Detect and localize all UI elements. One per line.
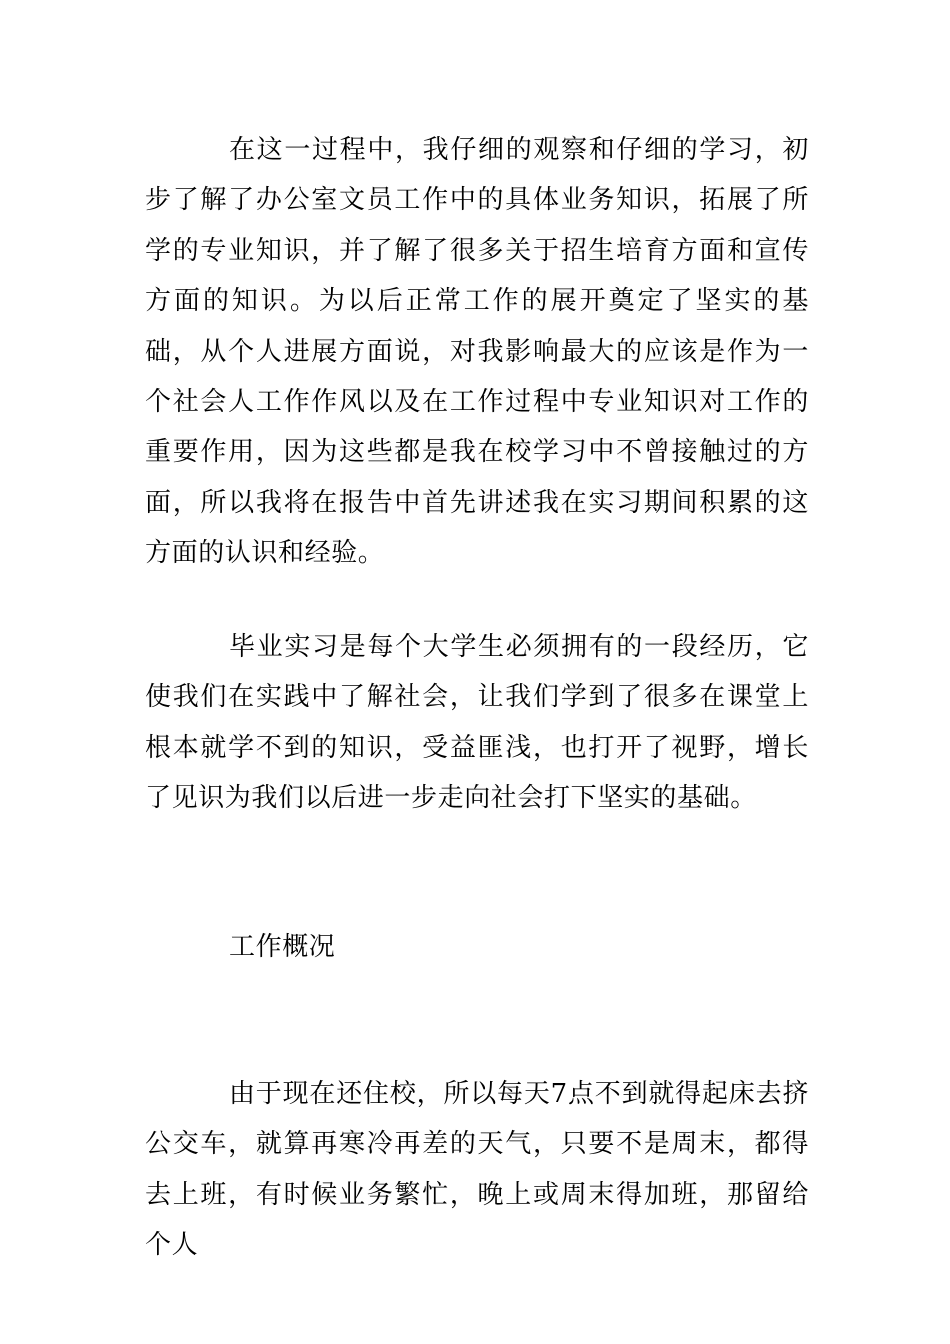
paragraph-internship-value: 毕业实习是每个大学生必须拥有的一段经历，它使我们在实践中了解社会，让我们学到了很多在课堂上根本就学不到的知识，受益匪浅，也打开了视野，增长了见识为我们以后进一步走向社会打下坚实的基础。 [145,632,809,814]
paragraph-learning-process: 在这一过程中，我仔细的观察和仔细的学习，初步了解了办公室文员工作中的具体业务知识，拓展了所学的专业知识，并了解了很多关于招生培育方面和宣传方面的知识。为以后正常工作的展开奠定了坚实的基础，从个人进展方面说，对我影响最大的应该是作为一个社会人工作作风以及在工作过程中专业知识对工作的重要作用，因为这些都是我在校学习中不曾接触过的方面，所以我将在报告中首先讲述我在实习期间积累的这方面的认识和经验。 [145,135,809,569]
paragraph-daily-routine: 由于现在还住校，所以每天7点不到就得起床去挤公交车，就算再寒冷再差的天气，只要不是周末，都得去上班，有时候业务繁忙，晚上或周末得加班，那留给个人 [145,1079,809,1261]
section-heading-work-overview: 工作概况 [229,932,336,962]
